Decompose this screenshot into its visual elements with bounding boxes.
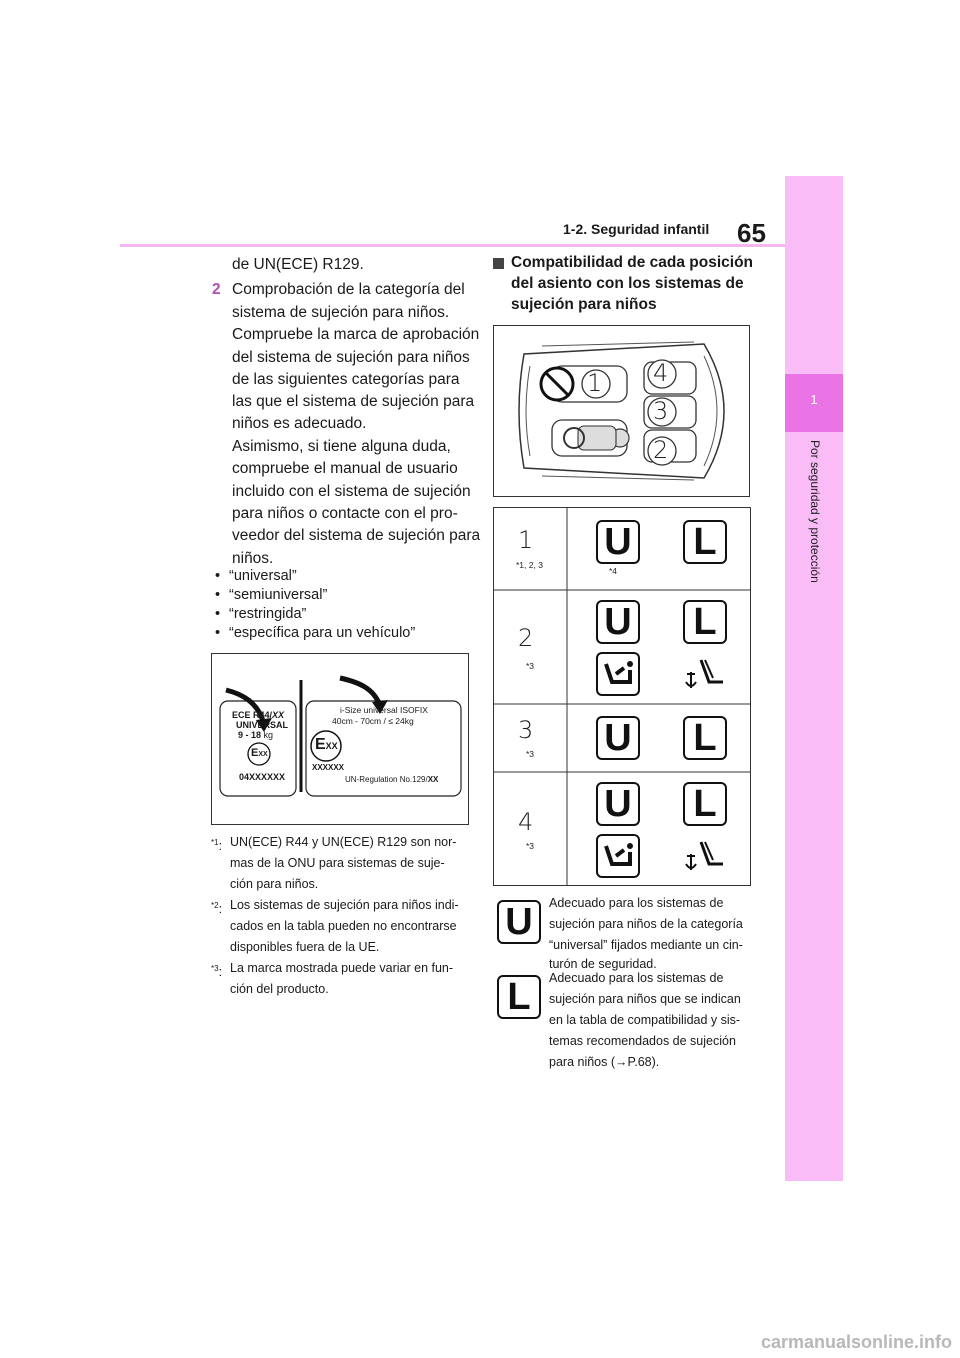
bullet-item: • “universal” xyxy=(229,568,297,584)
footnote-mark: $^{*1}$: xyxy=(211,838,223,854)
compatibility-table xyxy=(493,507,751,886)
table-row-seat: 3 xyxy=(518,716,534,744)
body-line: veedor del sistema de sujeción para xyxy=(232,527,481,544)
l-category-tile: L xyxy=(683,600,727,644)
universal-line: UNIVERSAL xyxy=(236,720,289,730)
table-row-seat: 2 xyxy=(518,624,534,652)
table-row-note: *3 xyxy=(526,661,535,671)
side-tab-number: 1 xyxy=(810,392,818,407)
footnote-line: mas de la ONU para sistemas de suje- xyxy=(230,856,445,870)
body-line: del sistema de sujeción para niños xyxy=(232,349,470,366)
weight-range-line: 9 - 18 kg xyxy=(238,730,274,740)
ece-r44-line: ECE R44/XX xyxy=(232,710,285,720)
body-line: las que el sistema de sujeción para xyxy=(232,393,475,410)
body-line: niños es adecuado. xyxy=(232,415,367,432)
l-category-tile: L xyxy=(683,782,727,826)
footnote-line: cados en la tabla pueden no encontrarse xyxy=(230,919,457,933)
car-seat-diagram xyxy=(493,325,750,497)
seat-label-1: 1 xyxy=(587,369,603,397)
seat-label-2: 2 xyxy=(653,436,669,464)
e-mark-left: EXX xyxy=(251,747,268,759)
side-tab-label: Por seguridad y protección xyxy=(808,440,822,583)
page-number: 65 xyxy=(737,218,766,248)
un-regulation-line: UN-Regulation No.129/XX xyxy=(345,775,439,784)
body-line: sistema de sujeción para niños. xyxy=(232,304,450,321)
table-row-note: *3 xyxy=(526,749,535,759)
section-heading: del asiento con los sistemas de xyxy=(511,275,744,292)
approval-marks-figure xyxy=(211,653,469,825)
footnote-mark: $^{*3}$: xyxy=(211,964,223,980)
i-size-seat-icon xyxy=(596,652,640,696)
bullet-item: • “restringida” xyxy=(229,606,306,622)
footnote-line: ción del producto. xyxy=(230,982,329,996)
footnote-mark: $^{*2}$: xyxy=(211,901,223,917)
isize-range-line: 40cm - 70cm / ≤ 24kg xyxy=(332,716,414,726)
legend-line: sujeción para niños que se indican xyxy=(549,992,741,1006)
heading-square-icon xyxy=(493,258,504,269)
legend-line: sujeción para niños de la categoría xyxy=(549,917,743,931)
body-line: de las siguientes categorías para xyxy=(232,371,460,388)
isofix-anchor-seat-icon xyxy=(683,652,727,696)
legend-line: Adecuado para los sistemas de xyxy=(549,896,724,910)
body-line: para niños o contacte con el pro- xyxy=(232,505,458,522)
body-line: de UN(ECE) R129. xyxy=(232,256,364,273)
isofix-anchor-seat-icon xyxy=(683,834,727,878)
footnote-line: ción para niños. xyxy=(230,877,319,891)
footnote-line: La marca mostrada puede variar en fun- xyxy=(230,961,454,975)
universal-tile: U xyxy=(596,716,640,760)
universal-tile: U xyxy=(596,600,640,644)
universal-tile: U xyxy=(596,520,640,564)
watermark: carmanualsonline.info xyxy=(760,1332,952,1352)
body-line: Comprobación de la categoría del xyxy=(232,281,465,298)
table-row-seat: 1 xyxy=(518,526,534,554)
bullet-item: • “específica para un vehículo” xyxy=(229,625,415,641)
legend-line: Adecuado para los sistemas de xyxy=(549,971,724,985)
universal-tile: U xyxy=(596,782,640,826)
car-top-view xyxy=(494,326,749,496)
e-mark-right: EXX xyxy=(315,736,338,753)
tile-note: *4 xyxy=(609,566,618,576)
approval-code-left: 04XXXXXX xyxy=(239,772,286,782)
i-size-seat-icon xyxy=(596,834,640,878)
table-row-note: *3 xyxy=(526,841,535,851)
table-row-seat: 4 xyxy=(518,808,534,836)
legend-line: temas recomendados de sujeción xyxy=(549,1034,736,1048)
section-title: 1-2. Seguridad infantil xyxy=(563,221,710,237)
side-tab xyxy=(785,176,843,1181)
legend-universal-tile: U xyxy=(497,900,541,944)
l-category-tile: L xyxy=(683,716,727,760)
l-category-tile: L xyxy=(683,520,727,564)
legend-line: “universal” fijados mediante un cin- xyxy=(549,938,743,952)
seat-label-3: 3 xyxy=(653,397,669,425)
footnote-line: UN(ECE) R44 y UN(ECE) R129 son nor- xyxy=(230,835,457,849)
body-line: Asimismo, si tiene alguna duda, xyxy=(232,438,451,455)
body-line: incluido con el sistema de sujeción xyxy=(232,483,471,500)
section-heading: Compatibilidad de cada posición xyxy=(511,254,754,271)
body-line: Compruebe la marca de aprobación xyxy=(232,326,480,343)
approval-code-right: XXXXXX xyxy=(312,763,345,772)
footnote-line: Los sistemas de sujeción para niños indi- xyxy=(230,898,459,912)
seat-label-4: 4 xyxy=(653,359,669,387)
header-rule xyxy=(120,244,785,247)
bullet-item: • “semiuniversal” xyxy=(229,587,327,603)
table-row-note: *1, 2, 3 xyxy=(516,560,543,570)
legend-line: para niños (→P.68). xyxy=(549,1055,660,1069)
step-number: 2 xyxy=(212,281,221,298)
legend-line: en la tabla de compatibilidad y sis- xyxy=(549,1013,741,1027)
isize-line: i-Size universal ISOFIX xyxy=(340,705,428,715)
section-heading: sujeción para niños xyxy=(511,296,657,313)
body-line: niños. xyxy=(232,550,274,567)
footnote-line: disponibles fuera de la UE. xyxy=(230,940,380,954)
body-line: compruebe el manual de usuario xyxy=(232,460,458,477)
legend-line: turón de seguridad. xyxy=(549,957,657,971)
legend-l-category-tile: L xyxy=(497,975,541,1019)
